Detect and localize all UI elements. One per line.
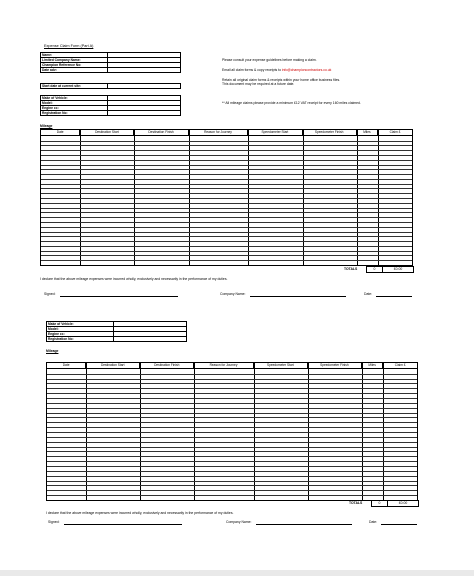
vehicle-label: Registration No: (41, 111, 108, 116)
start-date-table (40, 83, 181, 89)
table-row-line (47, 379, 417, 380)
claimant-label: Champion Reference No: (41, 63, 108, 68)
date-label-2: Date: (369, 520, 378, 524)
table-row-line (47, 398, 417, 399)
registration-field[interactable] (108, 111, 181, 116)
table-row-line (41, 241, 412, 242)
declaration: I declare that the above mileage expenses were incurred wholly, exclusively and necessarily in the performance of my duties. (40, 277, 228, 281)
table-row-line (41, 203, 412, 204)
col-reason: Reason for Journey (189, 130, 249, 135)
claimant-label: Name: (41, 53, 108, 58)
table-row-line (41, 260, 412, 261)
note-guidelines: Please consult your expense guidelines before making a claim. (222, 58, 317, 62)
note-vat: ** All mileage claims please provide a minimum £12 VAT receipt for every 160 miles claimed. (222, 101, 361, 105)
col-destination-finish: Destination Finish (140, 363, 194, 368)
date-label: Date: (364, 292, 373, 296)
col-speedometer-finish: Speedometer Finish (303, 130, 357, 135)
total-claim-2: £0.00 (387, 500, 419, 507)
table-row-line (47, 456, 417, 457)
signed-label: Signed: (44, 292, 56, 296)
email-link[interactable]: info@championcontractors.co.uk (281, 68, 332, 72)
table-row-line (41, 208, 412, 209)
mileage-heading-2: Mileage (46, 349, 59, 353)
table-row-line (41, 174, 412, 175)
table-row-line (47, 437, 417, 438)
vehicle-label: Make of Vehicle: (41, 96, 108, 101)
col-speedometer-start: Speedometer Start (248, 130, 302, 135)
table-row-line (41, 227, 412, 228)
table-row-line (47, 481, 417, 482)
table-row-line (47, 490, 417, 491)
table-row-line (47, 413, 417, 414)
total-claim: £0.00 (382, 266, 414, 273)
col-claim: Claim £ (394, 363, 406, 367)
date-line-2[interactable] (381, 524, 417, 525)
table-row-line (41, 141, 412, 142)
col-reason: Reason for Journey (194, 363, 254, 368)
signature-line-2[interactable] (64, 524, 182, 525)
totals-label: TOTALS (344, 267, 358, 271)
table-row-line (41, 169, 412, 170)
vehicle-label: Model: (41, 101, 108, 106)
claimant-details-table (40, 52, 181, 73)
note-email (222, 68, 331, 72)
start-date-label: Start date at current site: (41, 84, 108, 89)
company-name-line-2[interactable] (256, 524, 352, 525)
col-date: Date (47, 363, 86, 368)
table-row-line (47, 374, 417, 375)
table-row-line (47, 403, 417, 404)
note-retain: Retain all original claim forms & receipts within your home office business files. (222, 78, 341, 82)
table-row-line (41, 145, 412, 146)
table-row-line (41, 251, 412, 252)
mileage-table-2[interactable] (46, 362, 418, 501)
table-row-line (47, 451, 417, 452)
col-destination-finish: Destination Finish (134, 130, 188, 135)
vehicle-details-table-2 (46, 321, 187, 342)
footer-bar (0, 570, 474, 576)
table-row-line (41, 217, 412, 218)
mileage-heading: Mileage (40, 124, 53, 128)
table-row-line (41, 222, 412, 223)
form-title: Expense Claim Form (Part A) (44, 44, 94, 48)
vehicle-label: Model: (47, 327, 114, 332)
table-row-line (41, 198, 412, 199)
col-destination-start: Destination Start (86, 363, 140, 368)
claimant-label: Date adv: (41, 68, 108, 73)
table-row-line (41, 212, 412, 213)
vehicle-label: Engine cc: (41, 106, 108, 111)
vehicle-details-table (40, 95, 181, 116)
signature-line[interactable] (60, 296, 178, 297)
table-row-line (47, 461, 417, 462)
col-date: Date (41, 130, 80, 135)
col-claim: Claim £ (389, 130, 401, 134)
table-row-line (47, 442, 417, 443)
table-row-line (41, 165, 412, 166)
mileage-table[interactable] (40, 129, 413, 266)
table-row-line (47, 383, 417, 384)
table-row-line (41, 236, 412, 237)
start-date-field[interactable] (108, 84, 181, 89)
note-future: This document may be required at a future date. (222, 82, 295, 86)
table-row-line (41, 193, 412, 194)
table-row-line (47, 495, 417, 496)
company-name-label: Company Name: (220, 292, 246, 296)
col-speedometer-finish: Speedometer Finish (308, 363, 362, 368)
signed-label-2: Signed: (48, 520, 60, 524)
vehicle-label: Engine cc: (47, 332, 114, 337)
table-row-line (47, 471, 417, 472)
vehicle-label: Registration No: (47, 337, 114, 342)
table-row-line (47, 417, 417, 418)
table-row-line (41, 184, 412, 185)
totals-label-2: TOTALS (349, 501, 363, 505)
table-row-line (41, 155, 412, 156)
table-row-line (47, 393, 417, 394)
table-row-line (47, 432, 417, 433)
total-miles: 0 (366, 266, 383, 273)
table-row-line (41, 150, 412, 151)
note-email-text: Email all claim forms & copy receipts to (222, 68, 282, 72)
company-name-label-2: Company Name: (226, 520, 252, 524)
company-name-line[interactable] (250, 296, 346, 297)
date-adv-field[interactable] (108, 68, 181, 73)
table-row-line (41, 179, 412, 180)
col-miles: Miles (357, 130, 379, 135)
claimant-label: Limited Company Name: (41, 58, 108, 63)
table-row-line (41, 188, 412, 189)
declaration-2: I declare that the above mileage expenses were incurred wholly, exclusively and necessarily in the performance of my duties. (46, 511, 234, 515)
table-row-line (41, 160, 412, 161)
table-row-line (47, 447, 417, 448)
registration-field[interactable] (114, 337, 187, 342)
table-row-line (41, 246, 412, 247)
table-row-line (47, 422, 417, 423)
col-miles: Miles (362, 363, 383, 368)
col-destination-start: Destination Start (80, 130, 134, 135)
col-speedometer-start: Speedometer Start (254, 363, 308, 368)
total-miles-2: 0 (371, 500, 388, 507)
table-row-line (47, 408, 417, 409)
table-row-line (47, 476, 417, 477)
table-row-line (47, 485, 417, 486)
table-row-line (47, 466, 417, 467)
date-line[interactable] (376, 296, 412, 297)
vehicle-label: Make of Vehicle: (47, 322, 114, 327)
table-row-line (47, 427, 417, 428)
table-row-line (41, 232, 412, 233)
table-row-line (41, 255, 412, 256)
table-row-line (47, 388, 417, 389)
